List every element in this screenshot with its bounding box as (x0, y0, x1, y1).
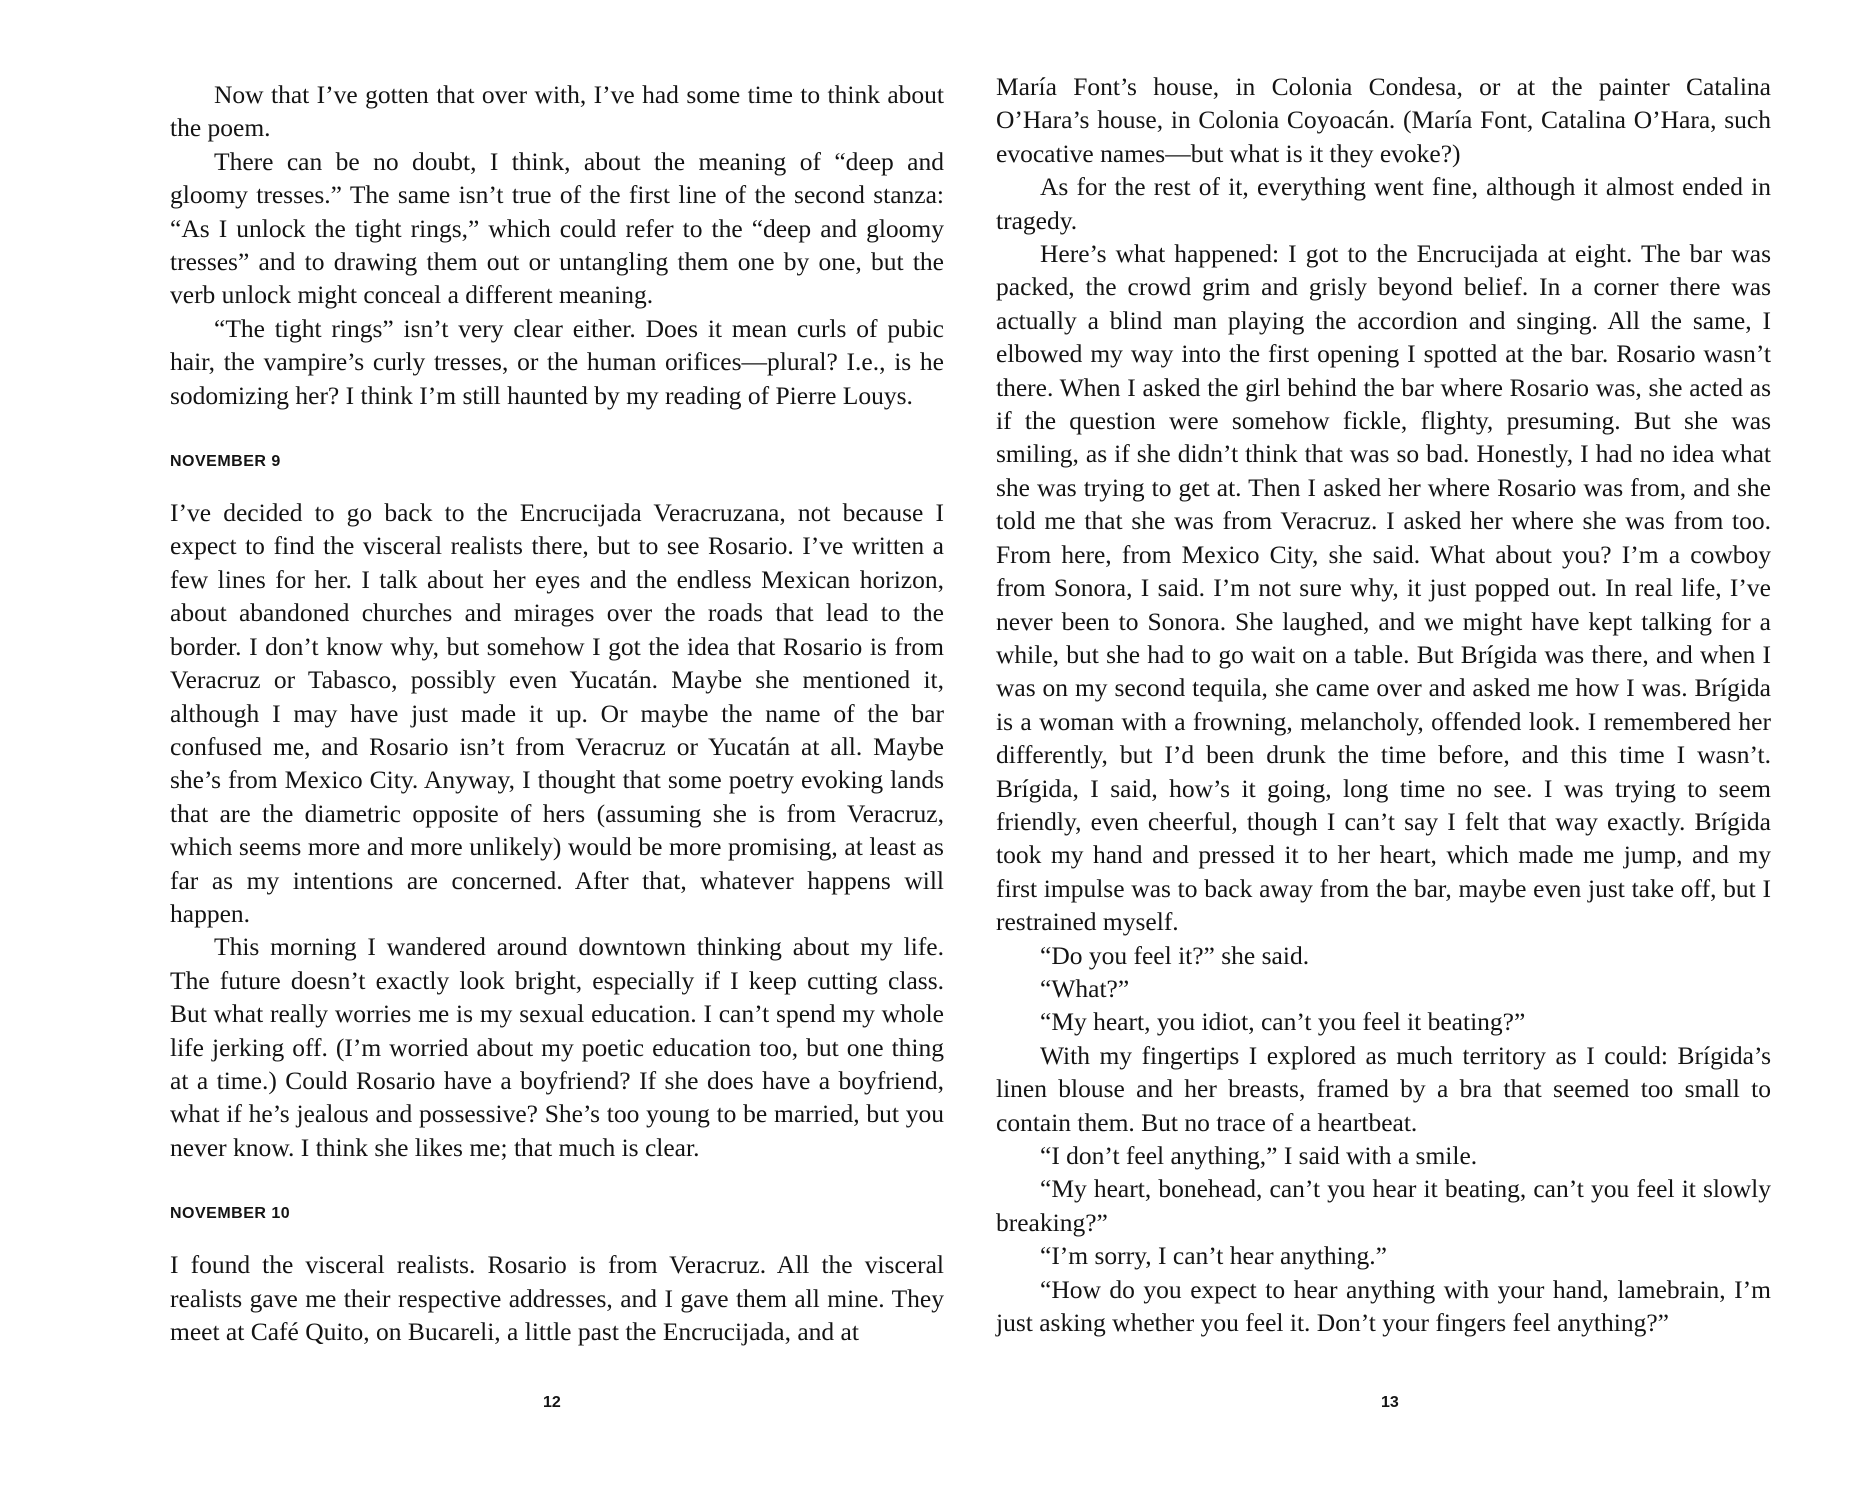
paragraph: This morning I wandered around downtown thinking about my life. The future doesn’t exactly look bright, especially if I keep cutting class. But what really worries me is my sexual education. I can’t spend my whole life jerking off. (I’m worried about my poetic education too, but one thing at a time.) Could Rosario have a boyfriend? If she does have a boyfriend, what if he’s jealous and possessive? She’s too young to be married, but you never know. I think she likes me; that much is clear. (170, 932, 944, 1162)
left-text-column (170, 78, 944, 1348)
spacer (170, 412, 944, 452)
paragraph: “I’m sorry, I can’t hear anything.” (1040, 1241, 1387, 1271)
right-page (936, 0, 1872, 1504)
page-number: 12 (543, 1394, 561, 1411)
paragraph: Here’s what happened: I got to the Encrucijada at eight. The bar was packed, the crowd grim and grisly beyond belief. In a corner there was actually a blind man playing the accordion and singing. All the same, I elbowed my way into the first opening I spotted at the bar. Rosario wasn’t there. When I asked the girl behind the bar where Rosario was, she acted as if the question were somehow fickle, flighty, presuming. But she was smiling, as if she didn’t think that was so bad. Honestly, I had no idea what she was trying to get at. Then I asked her where Rosario was from, and she told me that she was from Veracruz. I asked her where she was from too. From here, from Mexico City, she said. What about you? I’m a cowboy from Sonora, I said. I’m not sure why, it just popped out. In real life, I’ve never been to Sonora. She laughed, and we might have kept talking for a while, but she had to go wait on a table. But Brígida was there, and when I was on my second tequila, she came over and asked me how I was. Brígida is a woman with a frowning, melancholy, offended look. I remembered her differently, but I’d been drunk the time before, and this time I wasn’t. Brígida, I said, how’s it going, long time no see. I was trying to seem friendly, even cheerful, though I can’t say I felt that way exactly. Brígida took my hand and pressed it to her heart, which made me jump, and my first impulse was to back away from the bar, maybe even just take off, but I restrained myself. (996, 239, 1771, 937)
paragraph: As for the rest of it, everything went fine, although it almost ended in tragedy. (996, 172, 1771, 235)
paragraph: “My heart, bonehead, can’t you hear it beating, can’t you feel it slowly breaking?” (996, 1174, 1771, 1237)
paragraph: “I don’t feel anything,” I said with a smile. (1040, 1141, 1478, 1170)
spacer (170, 1164, 944, 1204)
page-number: 13 (1381, 1394, 1399, 1411)
paragraph: There can be no doubt, I think, about the meaning of “deep and gloomy tresses.” The same isn’t true of the first line of the second stanza: “As I unlock the tight rings,” which could refer to the “deep and gloomy tresses” and to drawing them out or untangling them one by one, but the verb unlock might conceal a different meaning. (170, 146, 944, 310)
entry-date-heading: NOVEMBER 9 (170, 453, 281, 471)
paragraph: “My heart, you idiot, can’t you feel it beating?” (1040, 1007, 1526, 1037)
paragraph: “The tight rings” isn’t very clear either. Does it mean curls of pubic hair, the vampire’s curly tresses, or the human orifices—plural? I.e., is he sodomizing her? I think I’m still haunted by my reading of Pierre Louys. (170, 313, 944, 410)
paragraph: “Do you feel it?” she said. (1040, 940, 1310, 970)
paragraph: María Font’s house, in Colonia Condesa, or at the painter Catalina O’Hara’s house, in Colonia Coyoacán. (María Font, Catalina O’Hara, such evocative names—but what is it they evoke?) (996, 72, 1771, 168)
spacer (170, 472, 944, 496)
right-text-column (996, 70, 1771, 1339)
paragraph: I’ve decided to go back to the Encrucijada Veracruzana, not because I expect to find the visceral realists there, but to see Rosario. I’ve written a few lines for her. I talk about her eyes and the endless Mexican horizon, about abandoned churches and mirages over the roads that lead to the border. I don’t know why, but somehow I got the idea that Rosario is from Veracruz or Tabasco, possibly even Yucatán. Maybe she mentioned it, although I may have just made it up. Or maybe the name of the bar confused me, and Rosario isn’t from Veracruz or Yucatán at all. Maybe she’s from Mexico City. Anyway, I thought that some poetry evoking lands that are the diametric opposite of hers (assuming she is from Veracruz, which seems more and more unlikely) would be more promising, at least as far as my intentions are concerned. After that, whatever happens will happen. (170, 498, 944, 928)
paragraph: “What?” (1040, 973, 1130, 1003)
entry-date-heading: NOVEMBER 10 (170, 1205, 291, 1223)
paragraph: I found the visceral realists. Rosario is from Veracruz. All the visceral realists gave me their respective addresses, and I gave them all mine. They meet at Café Quito, on Bucareli, a little past the Encrucijada, and at (170, 1250, 944, 1346)
paragraph: With my fingertips I explored as much territory as I could: Brígida’s linen blouse and her breasts, framed by a bra that seemed too small to contain them. But no trace of a heartbeat. (996, 1040, 1771, 1137)
paragraph: “How do you expect to hear anything with your hand, lamebrain, I’m just asking whether you feel it. Don’t your fingers feel anything?” (996, 1274, 1771, 1338)
spacer (170, 1224, 944, 1248)
paragraph: Now that I’ve gotten that over with, I’ve had some time to think about the poem. (170, 80, 944, 143)
